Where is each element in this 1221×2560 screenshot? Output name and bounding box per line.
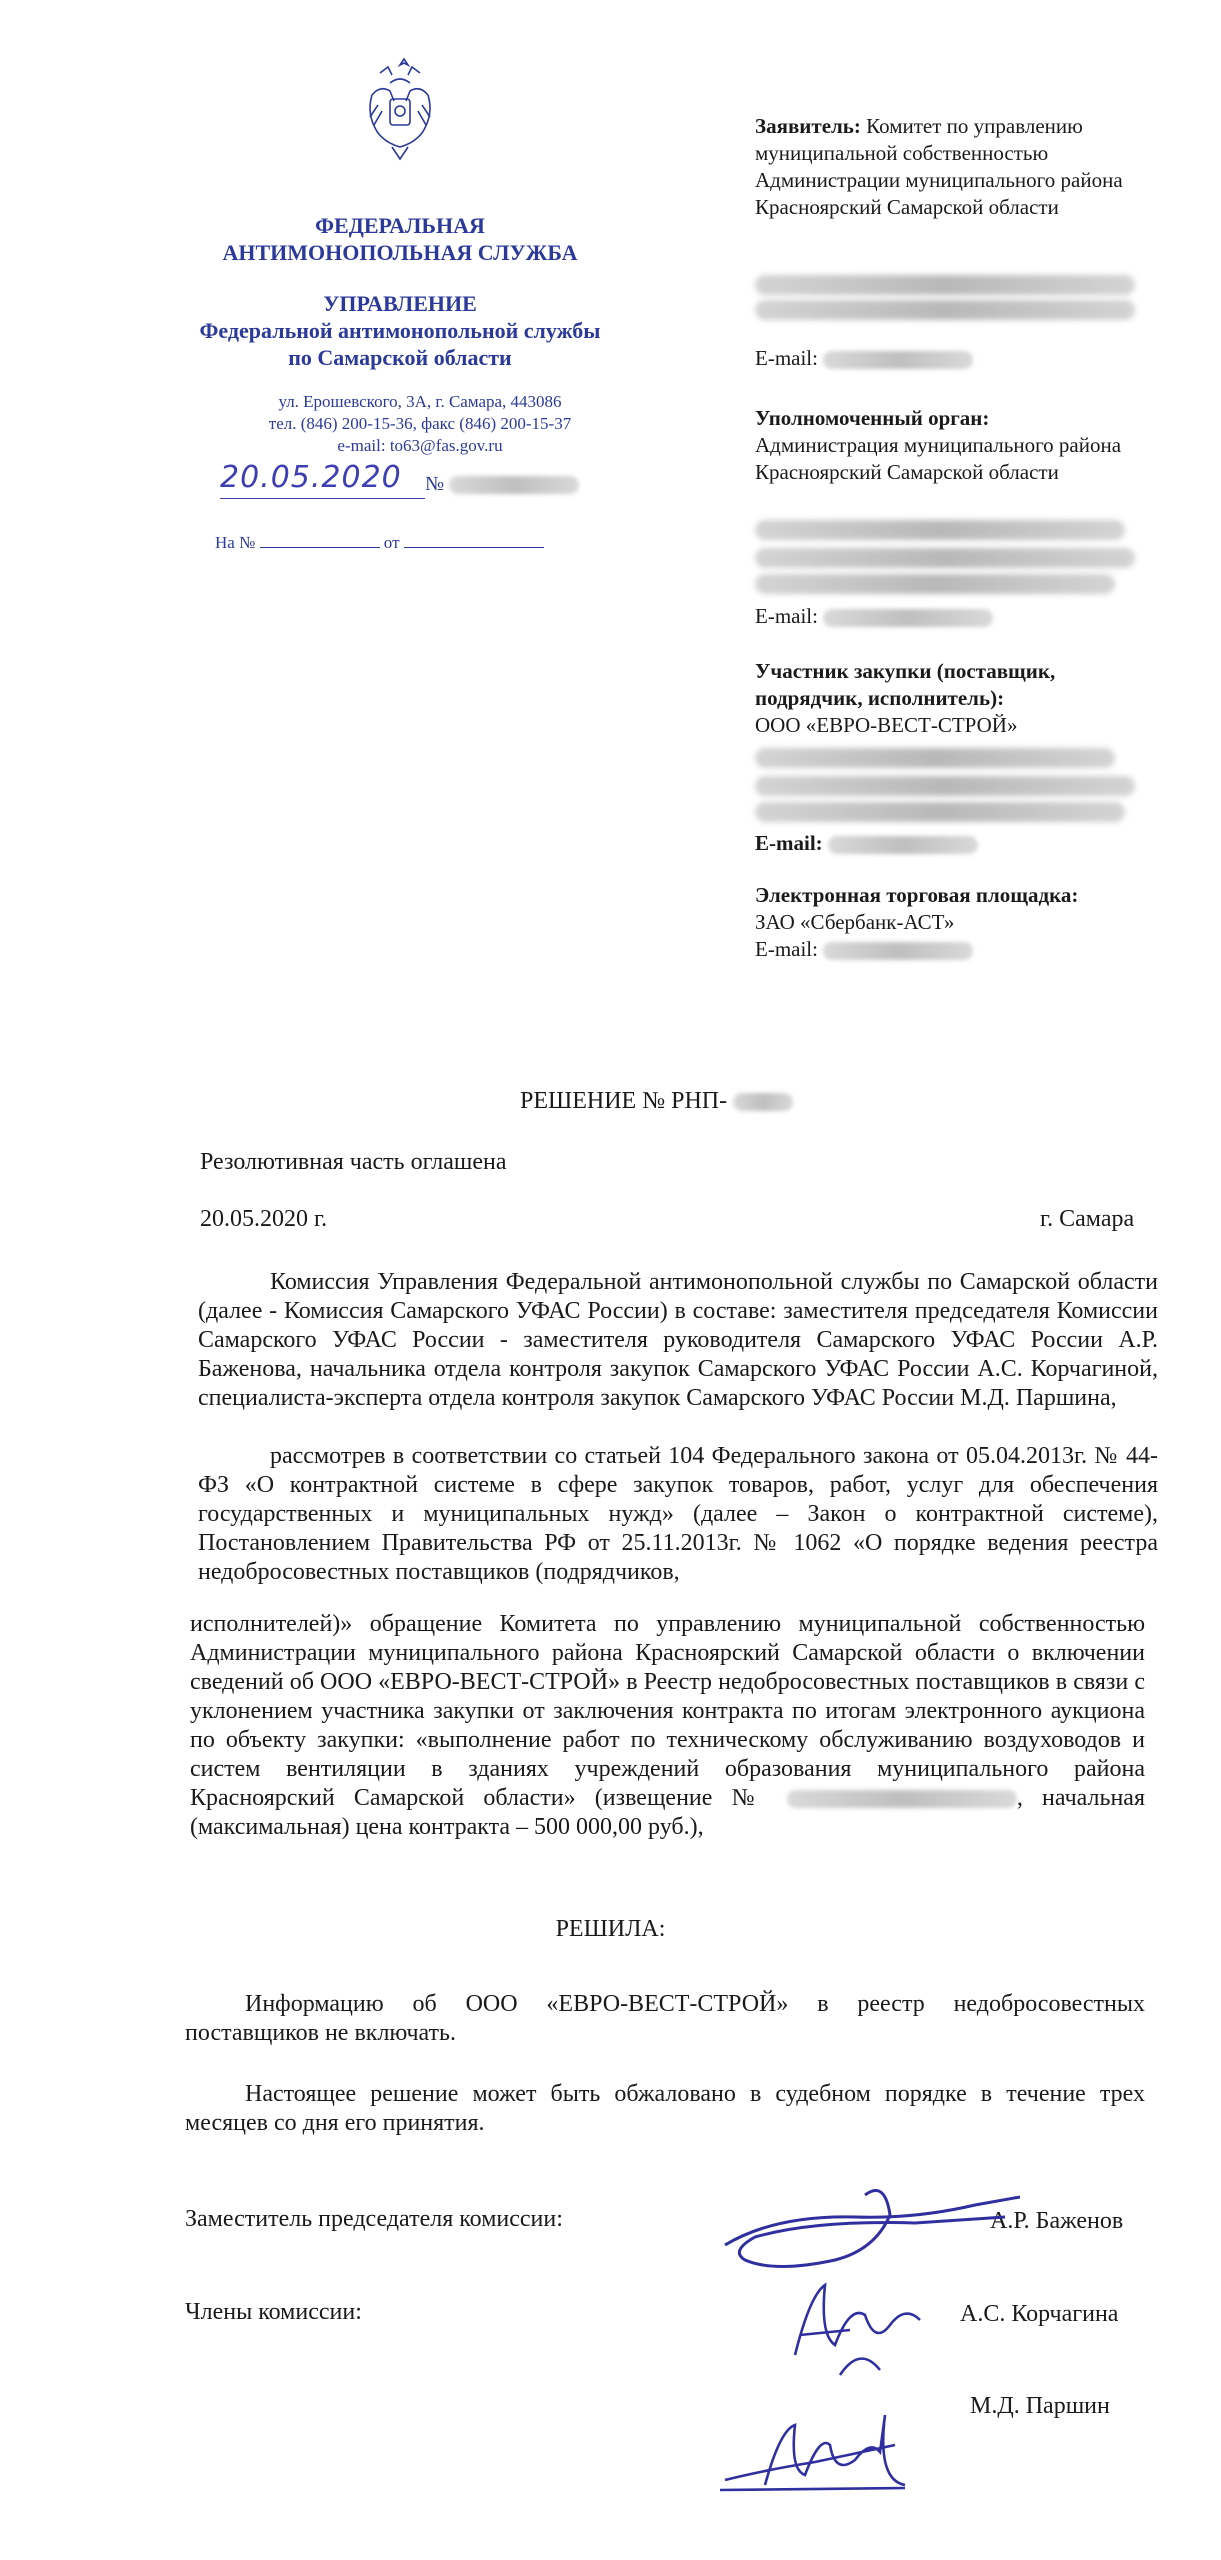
address: ул. Ерошевского, 3А, г. Самара, 443086 [278,392,562,411]
addressee-block [755,113,1160,221]
deputy-label: Заместитель председателя комиссии: [185,2206,563,2232]
redacted-line [755,300,1135,320]
date-underline [220,498,425,499]
decision-date: 20.05.2020 г. [200,1206,328,1232]
redacted-notice-number [787,1790,1017,1808]
participant [755,658,1160,739]
contacts [210,391,630,457]
redacted-line [755,275,1135,295]
redacted-line [755,574,1115,594]
email: e-mail: to63@fas.gov.ru [337,436,503,455]
outgoing-number [425,473,579,496]
redacted-number [449,476,579,494]
signature-bazhenov [715,2175,1035,2285]
redacted-email [828,836,978,854]
redacted-email [823,609,993,627]
authority-label: Уполномоченный орган: [755,406,990,430]
decision-city: г. Самара [1040,1206,1135,1232]
paragraph-considered: рассмотрев в соответствии со статьей 104 Федерального закона от 05.04.2013г. № 44-ФЗ «О контрактной системе в сфере закупок товаров, работ, услуг для обеспечения государственных и муниципальных нужд» (далее – Закон о контрактной системе), Постановлением Правительства РФ от 25.11.2013г. № 1062 «О порядке ведения реестра недобросовестных поставщиков (подрядчиков, [198,1443,1158,1585]
applicant-email-label: E-mail: [755,346,818,370]
redacted-decision-number [733,1093,793,1111]
handwritten-date: 20.05.2020 [220,460,402,495]
redacted-line [755,748,1115,768]
ref-label: На № [215,533,256,552]
authority-email-row [755,603,993,630]
applicant-label: Заявитель: [755,114,861,138]
platform-text: ЗАО «Сбербанк-АСТ» [755,910,955,934]
paragraph-appeal-text: исполнителей)» обращение Комитета по управлению муниципальной собственностью Администрации муниципального района Красноярский Самарской области о включении сведений об ООО «ЕВРО-ВЕСТ-СТРОЙ» в Реестр недобросовестных поставщиков в связи с уклонением участника закупки от заключения контракта по итогам электронного аукциона по объекту закупки: «выполнение работ по техническому обслуживанию воздуховодов и систем вентиляции в зданиях учреждений образования муниципального района Красноярский Самарской области» (извещение № [190,1611,1145,1811]
paragraph-resolution: Информацию об ООО «ЕВРО-ВЕСТ-СТРОЙ» в реестр недобросовестных поставщиков не включать. [185,1991,1145,2046]
number-sign: № [425,473,445,495]
platform-label: Электронная торговая площадка: [755,883,1079,907]
coat-of-arms-emblem [360,55,440,170]
applicant [755,113,1160,221]
deputy-name: А.Р. Баженов [990,2208,1124,2234]
participant-text: ООО «ЕВРО-ВЕСТ-СТРОЙ» [755,713,1018,737]
dept-name [150,290,650,371]
participant-email-label: E-mail: [755,831,823,855]
redacted-line [755,802,1125,822]
dept-line-3: по Самарской области [288,345,512,370]
redacted-email [823,942,973,960]
authority-text: Администрация муниципального района Красноярский Самарской области [755,433,1122,484]
dept-line-1: УПРАВЛЕНИЕ [323,291,477,316]
decision-title [520,1088,793,1115]
phone: тел. (846) 200-15-36, факс (846) 200-15-37 [268,414,572,433]
platform-email-label: E-mail: [755,937,818,961]
org-name [150,212,650,266]
member2-name: М.Д. Паршин [970,2393,1110,2419]
members-label: Члены комиссии: [185,2299,362,2325]
authority-email-label: E-mail: [755,604,818,628]
participant-email-row [755,830,978,857]
applicant-email-row [755,345,973,372]
signature-korchagina [780,2275,960,2385]
redacted-line [755,548,1135,568]
applicant-text: Комитет по управлению муниципальной собственностью Администрации муниципального района Красноярский Самарской области [755,114,1123,219]
paragraph-appeal-right: Настоящее решение может быть обжаловано в судебном порядке в течение трех месяцев со дня его принятия. [185,2081,1145,2136]
announced-line: Резолютивная часть оглашена [200,1149,507,1175]
redacted-line [755,776,1135,796]
paragraph-commission: Комиссия Управления Федеральной антимонопольной службы по Самарской области (далее - Комиссия Самарского УФАС России) в составе: заместителя председателя Комиссии Самарского УФАС России - заместителя руководителя Самарского УФАС России А.Р. Баженова, начальника отдела контроля закупок Самарского УФАС России А.С. Корчагиной, специалиста-эксперта отдела контроля закупок Самарского УФАС России М.Д. Паршина, [198,1269,1158,1411]
resolved-heading: РЕШИЛА: [555,1916,666,1942]
org-line-2: АНТИМОНОПОЛЬНАЯ СЛУЖБА [222,240,578,265]
org-line-1: ФЕДЕРАЛЬНАЯ [315,213,485,238]
paragraph-appeal-end: , начальная (максимальная) цена контракта – 500 000,00 руб.), [190,1785,1145,1840]
redacted-email [823,351,973,369]
decision-title-text: РЕШЕНИЕ № РНП- [520,1088,728,1114]
redacted-line [755,520,1125,540]
ref-from: от [383,533,400,552]
dept-line-2: Федеральной антимонопольной службы [199,318,601,343]
platform [755,882,1160,963]
paragraph-appeal [190,1610,1145,1842]
letterhead [150,55,650,585]
reference-line [215,533,544,553]
signature-parshin [705,2390,935,2510]
authority [755,405,1160,486]
member1-name: А.С. Корчагина [960,2301,1119,2327]
participant-label: Участник закупки (поставщик, подрядчик, исполнитель): [755,659,1056,710]
